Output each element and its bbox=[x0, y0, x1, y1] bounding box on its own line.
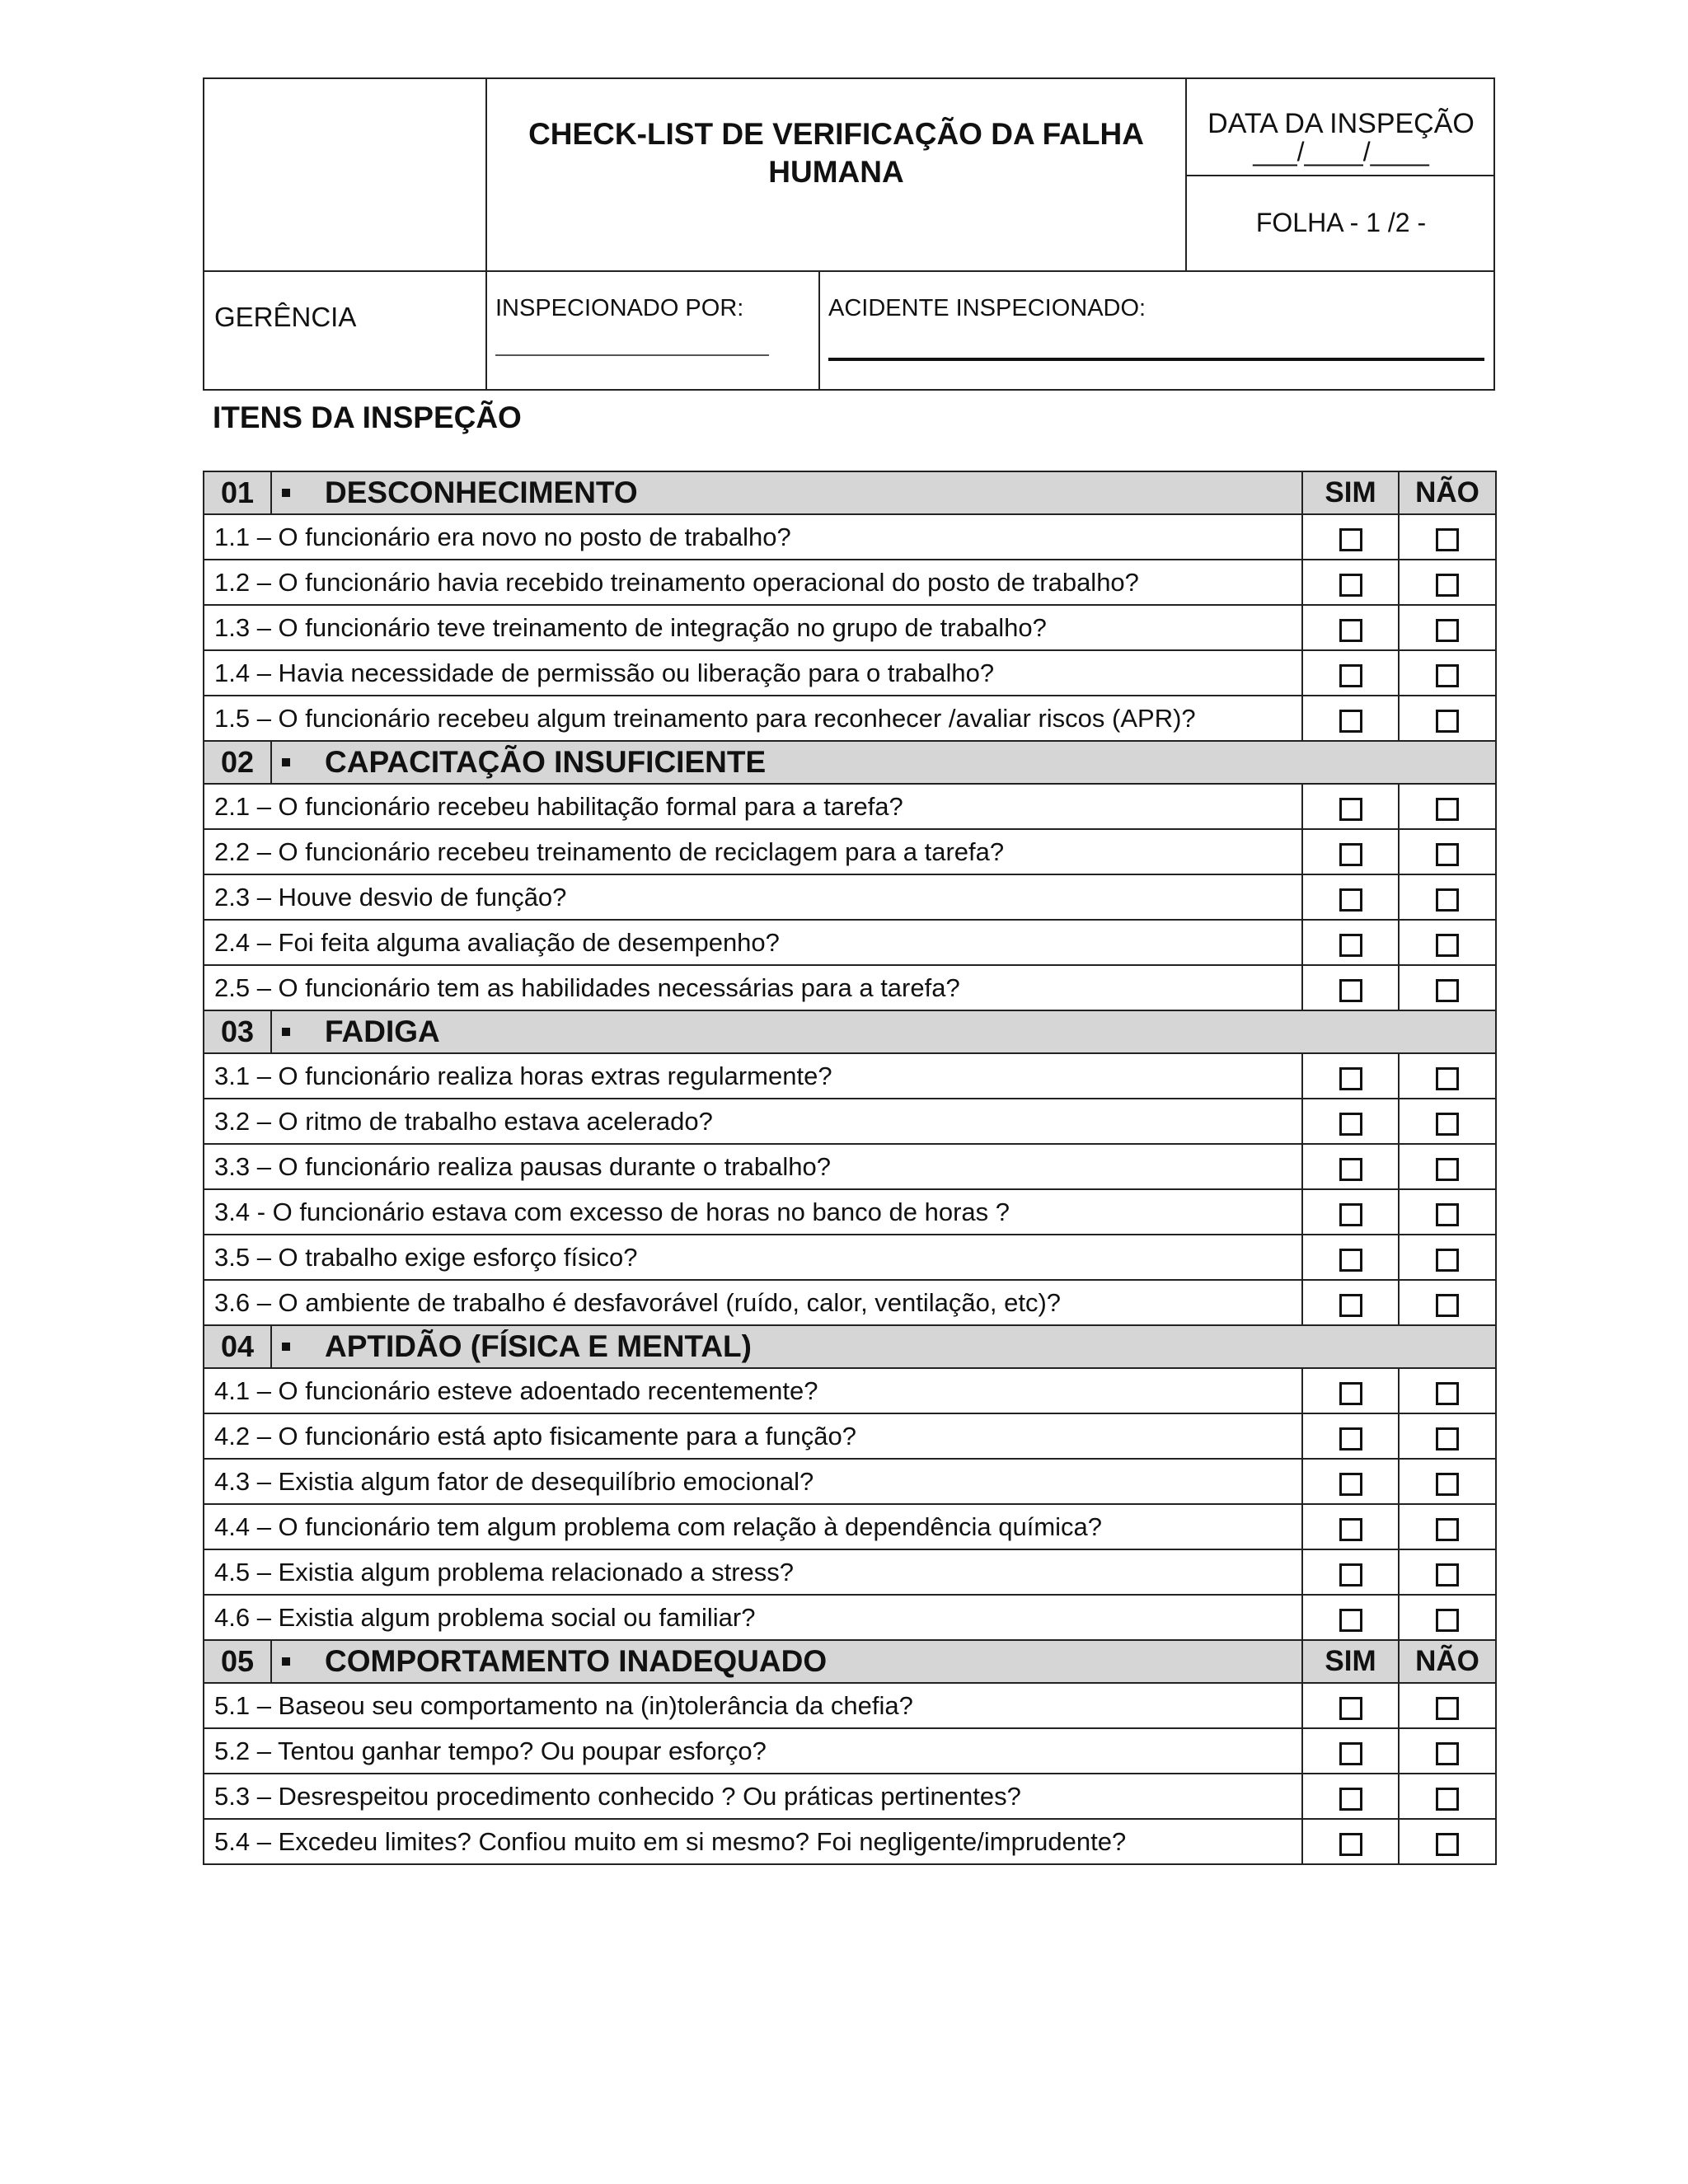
inspected-by-label: INSPECIONADO POR: bbox=[495, 295, 744, 321]
question-text: 5.4 – Excedeu limites? Confiou muito em si mesmo? Foi negligente/imprudente? bbox=[204, 1819, 1302, 1864]
answer-cell-no bbox=[1399, 1099, 1496, 1144]
checkbox-yes[interactable] bbox=[1339, 1788, 1362, 1811]
question-row bbox=[204, 1819, 1496, 1864]
answer-cell-yes bbox=[1302, 650, 1399, 696]
header-block bbox=[203, 77, 1495, 391]
column-header-no: NÃO bbox=[1399, 1640, 1496, 1683]
question-text: 1.2 – O funcionário havia recebido treinamento operacional do posto de trabalho? bbox=[204, 560, 1302, 605]
checkbox-yes[interactable] bbox=[1339, 710, 1362, 733]
inspection-checklist-table bbox=[203, 471, 1497, 1865]
bullet-icon bbox=[282, 489, 290, 497]
question-row bbox=[204, 920, 1496, 965]
checkbox-yes[interactable] bbox=[1339, 1067, 1362, 1090]
bullet-icon bbox=[282, 1657, 290, 1666]
answer-cell-no bbox=[1399, 1504, 1496, 1549]
inspection-date-label: DATA DA INSPEÇÃO bbox=[1207, 108, 1475, 139]
question-row bbox=[204, 1774, 1496, 1819]
answer-cell-yes bbox=[1302, 1819, 1399, 1864]
question-text: 1.4 – Havia necessidade de permissão ou liberação para o trabalho? bbox=[204, 650, 1302, 696]
question-row bbox=[204, 1549, 1496, 1595]
document-title bbox=[487, 79, 1185, 270]
group-header-row bbox=[204, 741, 1496, 784]
question-row bbox=[204, 1099, 1496, 1144]
group-name: CAPACITAÇÃO INSUFICIENTE bbox=[325, 745, 767, 779]
checkbox-no[interactable] bbox=[1436, 1382, 1459, 1405]
question-row bbox=[204, 650, 1496, 696]
answer-cell-no bbox=[1399, 1053, 1496, 1099]
answer-cell-yes bbox=[1302, 1728, 1399, 1774]
question-text: 3.6 – O ambiente de trabalho é desfavorável (ruído, calor, ventilação, etc)? bbox=[204, 1280, 1302, 1325]
checkbox-yes[interactable] bbox=[1339, 1609, 1362, 1632]
accident-field[interactable] bbox=[828, 272, 1488, 392]
column-header-yes: SIM bbox=[1302, 1640, 1399, 1683]
column-header-no bbox=[1399, 1010, 1496, 1053]
question-text: 3.2 – O ritmo de trabalho estava acelerado? bbox=[204, 1099, 1302, 1144]
answer-cell-yes bbox=[1302, 1053, 1399, 1099]
checkbox-no[interactable] bbox=[1436, 1609, 1459, 1632]
answer-cell-no bbox=[1399, 696, 1496, 741]
checkbox-no[interactable] bbox=[1436, 798, 1459, 821]
question-row bbox=[204, 874, 1496, 920]
answer-cell-yes bbox=[1302, 1413, 1399, 1459]
question-text: 3.3 – O funcionário realiza pausas durante o trabalho? bbox=[204, 1144, 1302, 1189]
checkbox-yes[interactable] bbox=[1339, 1294, 1362, 1317]
inspection-date-field[interactable] bbox=[1187, 79, 1495, 175]
checkbox-yes[interactable] bbox=[1339, 1158, 1362, 1181]
checkbox-yes[interactable] bbox=[1339, 934, 1362, 957]
checkbox-no[interactable] bbox=[1436, 664, 1459, 687]
group-name-cell bbox=[271, 1325, 1302, 1368]
answer-cell-no bbox=[1399, 874, 1496, 920]
checkbox-yes[interactable] bbox=[1339, 1249, 1362, 1272]
answer-cell-no bbox=[1399, 1189, 1496, 1235]
checkbox-no[interactable] bbox=[1436, 1563, 1459, 1586]
checkbox-yes[interactable] bbox=[1339, 1833, 1362, 1856]
checkbox-no[interactable] bbox=[1436, 1113, 1459, 1136]
checkbox-no[interactable] bbox=[1436, 528, 1459, 551]
answer-cell-no bbox=[1399, 920, 1496, 965]
question-text: 4.2 – O funcionário está apto fisicamente para a função? bbox=[204, 1413, 1302, 1459]
group-number: 04 bbox=[204, 1325, 271, 1368]
checkbox-no[interactable] bbox=[1436, 1249, 1459, 1272]
checkbox-yes[interactable] bbox=[1339, 843, 1362, 866]
group-name-cell bbox=[271, 1010, 1302, 1053]
question-row bbox=[204, 1280, 1496, 1325]
question-text: 3.5 – O trabalho exige esforço físico? bbox=[204, 1235, 1302, 1280]
column-header-no bbox=[1399, 1325, 1496, 1368]
answer-cell-no bbox=[1399, 829, 1496, 874]
answer-cell-no bbox=[1399, 965, 1496, 1010]
accident-label: ACIDENTE INSPECIONADO: bbox=[828, 295, 1146, 321]
question-row bbox=[204, 965, 1496, 1010]
checkbox-yes[interactable] bbox=[1339, 888, 1362, 912]
checkbox-yes[interactable] bbox=[1339, 1473, 1362, 1496]
checkbox-no[interactable] bbox=[1436, 710, 1459, 733]
checkbox-yes[interactable] bbox=[1339, 1113, 1362, 1136]
group-header-row bbox=[204, 1325, 1496, 1368]
checkbox-yes[interactable] bbox=[1339, 979, 1362, 1002]
group-name-cell bbox=[271, 741, 1302, 784]
question-row bbox=[204, 1595, 1496, 1640]
group-name: COMPORTAMENTO INADEQUADO bbox=[325, 1644, 828, 1678]
answer-cell-no bbox=[1399, 560, 1496, 605]
answer-cell-yes bbox=[1302, 1683, 1399, 1728]
question-row bbox=[204, 1144, 1496, 1189]
sheet-number: FOLHA - 1 /2 - bbox=[1255, 208, 1427, 237]
question-row bbox=[204, 605, 1496, 650]
checkbox-yes[interactable] bbox=[1339, 1427, 1362, 1451]
question-row bbox=[204, 1504, 1496, 1549]
checkbox-yes[interactable] bbox=[1339, 528, 1362, 551]
checkbox-no[interactable] bbox=[1436, 1427, 1459, 1451]
question-row bbox=[204, 696, 1496, 741]
checkbox-no[interactable] bbox=[1436, 1067, 1459, 1090]
checkbox-yes[interactable] bbox=[1339, 798, 1362, 821]
question-text: 4.1 – O funcionário esteve adoentado recentemente? bbox=[204, 1368, 1302, 1413]
answer-cell-yes bbox=[1302, 784, 1399, 829]
answer-cell-no bbox=[1399, 1774, 1496, 1819]
group-number: 05 bbox=[204, 1640, 271, 1683]
question-text: 2.5 – O funcionário tem as habilidades necessárias para a tarefa? bbox=[204, 965, 1302, 1010]
question-row bbox=[204, 1413, 1496, 1459]
question-text: 4.5 – Existia algum problema relacionado a stress? bbox=[204, 1549, 1302, 1595]
checkbox-no[interactable] bbox=[1436, 888, 1459, 912]
answer-cell-yes bbox=[1302, 1368, 1399, 1413]
inspection-date-blank: ___/____/____ bbox=[1253, 137, 1429, 166]
group-header-row bbox=[204, 1640, 1496, 1683]
question-row bbox=[204, 784, 1496, 829]
checkbox-yes[interactable] bbox=[1339, 664, 1362, 687]
question-text: 3.4 - O funcionário estava com excesso de horas no banco de horas ? bbox=[204, 1189, 1302, 1235]
checkbox-yes[interactable] bbox=[1339, 1742, 1362, 1765]
question-row bbox=[204, 829, 1496, 874]
answer-cell-no bbox=[1399, 784, 1496, 829]
group-header-row bbox=[204, 471, 1496, 514]
group-name: DESCONHECIMENTO bbox=[325, 476, 638, 509]
question-text: 4.6 – Existia algum problema social ou familiar? bbox=[204, 1595, 1302, 1640]
answer-cell-yes bbox=[1302, 1099, 1399, 1144]
question-text: 2.2 – O funcionário recebeu treinamento de reciclagem para a tarefa? bbox=[204, 829, 1302, 874]
question-row bbox=[204, 1683, 1496, 1728]
answer-cell-yes bbox=[1302, 1235, 1399, 1280]
answer-cell-yes bbox=[1302, 1549, 1399, 1595]
question-text: 4.4 – O funcionário tem algum problema com relação à dependência química? bbox=[204, 1504, 1302, 1549]
checkbox-no[interactable] bbox=[1436, 979, 1459, 1002]
column-header-no: NÃO bbox=[1399, 471, 1496, 514]
question-text: 2.4 – Foi feita alguma avaliação de desempenho? bbox=[204, 920, 1302, 965]
question-row bbox=[204, 1459, 1496, 1504]
group-number: 01 bbox=[204, 471, 271, 514]
group-name: APTIDÃO (FÍSICA E MENTAL) bbox=[325, 1329, 752, 1363]
question-row bbox=[204, 1368, 1496, 1413]
question-row bbox=[204, 1053, 1496, 1099]
group-number: 02 bbox=[204, 741, 271, 784]
answer-cell-no bbox=[1399, 1595, 1496, 1640]
answer-cell-no bbox=[1399, 1368, 1496, 1413]
column-header-yes bbox=[1302, 1325, 1399, 1368]
question-text: 3.1 – O funcionário realiza horas extras regularmente? bbox=[204, 1053, 1302, 1099]
question-row bbox=[204, 1235, 1496, 1280]
question-row bbox=[204, 514, 1496, 560]
question-text: 5.3 – Desrespeitou procedimento conhecido ? Ou práticas pertinentes? bbox=[204, 1774, 1302, 1819]
answer-cell-yes bbox=[1302, 514, 1399, 560]
question-row bbox=[204, 1728, 1496, 1774]
answer-cell-yes bbox=[1302, 874, 1399, 920]
answer-cell-no bbox=[1399, 514, 1496, 560]
group-name: FADIGA bbox=[325, 1015, 440, 1048]
checkbox-yes[interactable] bbox=[1339, 1563, 1362, 1586]
answer-cell-yes bbox=[1302, 696, 1399, 741]
answer-cell-yes bbox=[1302, 1504, 1399, 1549]
column-header-no bbox=[1399, 741, 1496, 784]
answer-cell-yes bbox=[1302, 920, 1399, 965]
group-name-cell bbox=[271, 471, 1302, 514]
answer-cell-no bbox=[1399, 1235, 1496, 1280]
checkbox-yes[interactable] bbox=[1339, 574, 1362, 597]
question-text: 5.1 – Baseou seu comportamento na (in)tolerância da chefia? bbox=[204, 1683, 1302, 1728]
checkbox-yes[interactable] bbox=[1339, 1518, 1362, 1541]
checkbox-yes[interactable] bbox=[1339, 619, 1362, 642]
answer-cell-yes bbox=[1302, 1459, 1399, 1504]
answer-cell-no bbox=[1399, 1819, 1496, 1864]
checkbox-no[interactable] bbox=[1436, 1158, 1459, 1181]
answer-cell-yes bbox=[1302, 1774, 1399, 1819]
answer-cell-no bbox=[1399, 1280, 1496, 1325]
answer-cell-yes bbox=[1302, 829, 1399, 874]
group-header-row bbox=[204, 1010, 1496, 1053]
checkbox-no[interactable] bbox=[1436, 1697, 1459, 1720]
answer-cell-yes bbox=[1302, 965, 1399, 1010]
answer-cell-no bbox=[1399, 605, 1496, 650]
question-row bbox=[204, 560, 1496, 605]
checkbox-no[interactable] bbox=[1436, 1833, 1459, 1856]
question-text: 1.5 – O funcionário recebeu algum treinamento para reconhecer /avaliar riscos (APR)? bbox=[204, 696, 1302, 741]
checkbox-no[interactable] bbox=[1436, 934, 1459, 957]
answer-cell-yes bbox=[1302, 1595, 1399, 1640]
accident-fill-line bbox=[828, 358, 1484, 361]
checkbox-no[interactable] bbox=[1436, 1294, 1459, 1317]
checkbox-yes[interactable] bbox=[1339, 1697, 1362, 1720]
question-text: 2.3 – Houve desvio de função? bbox=[204, 874, 1302, 920]
management-label: GERÊNCIA bbox=[214, 302, 357, 332]
answer-cell-no bbox=[1399, 1549, 1496, 1595]
question-text: 1.1 – O funcionário era novo no posto de trabalho? bbox=[204, 514, 1302, 560]
header-divider bbox=[818, 270, 820, 391]
column-header-yes bbox=[1302, 1010, 1399, 1053]
column-header-yes: SIM bbox=[1302, 471, 1399, 514]
question-text: 1.3 – O funcionário teve treinamento de integração no grupo de trabalho? bbox=[204, 605, 1302, 650]
bullet-icon bbox=[282, 1343, 290, 1351]
question-text: 2.1 – O funcionário recebeu habilitação formal para a tarefa? bbox=[204, 784, 1302, 829]
answer-cell-no bbox=[1399, 1413, 1496, 1459]
title-line-1: CHECK-LIST DE VERIFICAÇÃO DA FALHA bbox=[528, 117, 1144, 151]
answer-cell-no bbox=[1399, 1144, 1496, 1189]
checkbox-no[interactable] bbox=[1436, 1203, 1459, 1226]
answer-cell-no bbox=[1399, 1459, 1496, 1504]
inspected-by-field[interactable] bbox=[495, 272, 818, 392]
title-line-2: HUMANA bbox=[768, 155, 904, 189]
checkbox-no[interactable] bbox=[1436, 574, 1459, 597]
answer-cell-yes bbox=[1302, 560, 1399, 605]
checkbox-no[interactable] bbox=[1436, 619, 1459, 642]
checkbox-yes[interactable] bbox=[1339, 1382, 1362, 1405]
checkbox-yes[interactable] bbox=[1339, 1203, 1362, 1226]
answer-cell-yes bbox=[1302, 1280, 1399, 1325]
checkbox-no[interactable] bbox=[1436, 1473, 1459, 1496]
checkbox-no[interactable] bbox=[1436, 1742, 1459, 1765]
answer-cell-yes bbox=[1302, 1189, 1399, 1235]
answer-cell-no bbox=[1399, 1683, 1496, 1728]
group-number: 03 bbox=[204, 1010, 271, 1053]
inspected-by-signature-line bbox=[495, 354, 769, 356]
column-header-yes bbox=[1302, 741, 1399, 784]
bullet-icon bbox=[282, 1028, 290, 1036]
question-row bbox=[204, 1189, 1496, 1235]
answer-cell-yes bbox=[1302, 605, 1399, 650]
checkbox-no[interactable] bbox=[1436, 843, 1459, 866]
answer-cell-no bbox=[1399, 650, 1496, 696]
bullet-icon bbox=[282, 758, 290, 766]
answer-cell-no bbox=[1399, 1728, 1496, 1774]
checkbox-no[interactable] bbox=[1436, 1788, 1459, 1811]
question-text: 5.2 – Tentou ganhar tempo? Ou poupar esforço? bbox=[204, 1728, 1302, 1774]
answer-cell-yes bbox=[1302, 1144, 1399, 1189]
question-text: 4.3 – Existia algum fator de desequilíbrio emocional? bbox=[204, 1459, 1302, 1504]
section-title: ITENS DA INSPEÇÃO bbox=[213, 401, 522, 434]
checkbox-no[interactable] bbox=[1436, 1518, 1459, 1541]
group-name-cell bbox=[271, 1640, 1302, 1683]
